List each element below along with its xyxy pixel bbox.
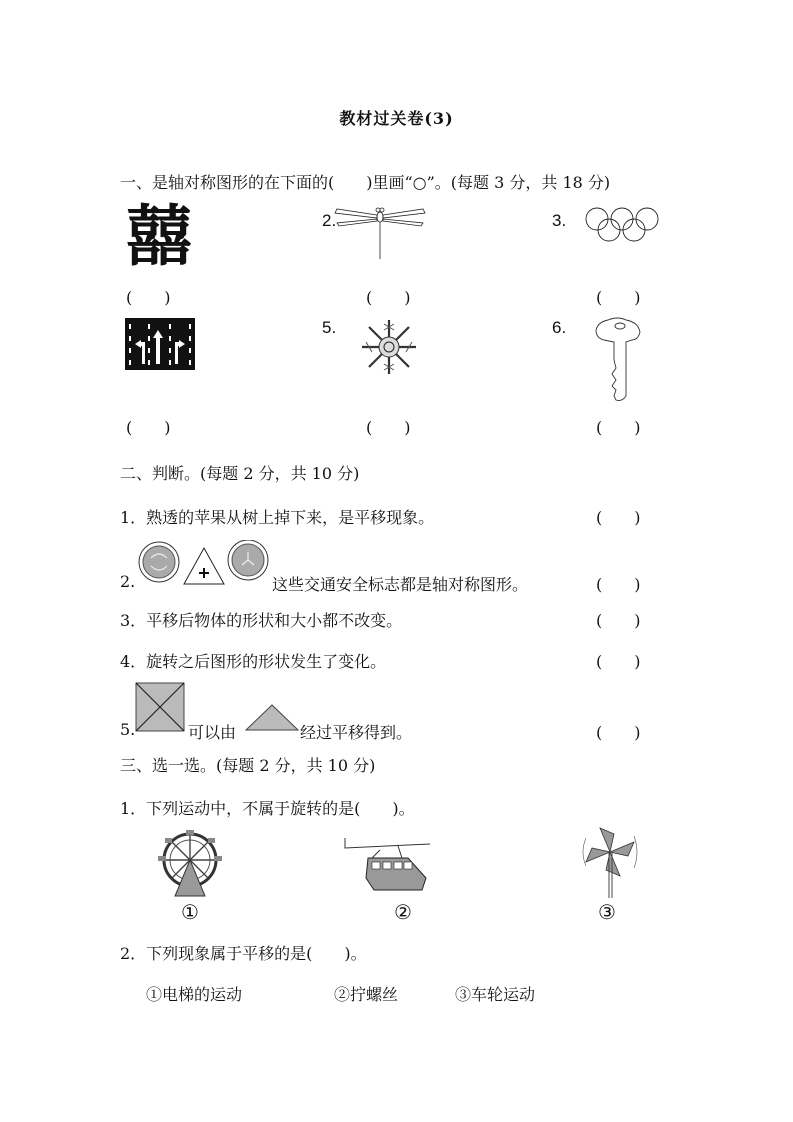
section2-heading: 二、判断。(每题 2 分，共 10 分): [120, 464, 360, 483]
choice-question-1: 1．下列运动中，不属于旋转的是( )。: [120, 799, 415, 818]
item-number: 5.: [120, 720, 136, 739]
option-label[interactable]: ③: [598, 900, 616, 924]
page-title: 教材过关卷(3): [339, 109, 454, 128]
lane-arrows-sign-icon: [125, 318, 195, 370]
section1-heading: 一、是轴对称图形的在下面的( )里画“○”。(每题 3 分，共 18 分): [120, 173, 611, 192]
answer-blank[interactable]: ( ): [126, 418, 171, 437]
item-number: 3.: [552, 211, 567, 230]
judge-item-3: 3．平移后物体的形状和大小都不改变。: [120, 611, 403, 630]
answer-blank[interactable]: ( ): [596, 508, 641, 527]
answer-blank[interactable]: ( ): [596, 723, 641, 742]
xi-character-figure: 囍: [126, 197, 192, 275]
answer-blank[interactable]: ( ): [366, 288, 411, 307]
choice-question-2: 2．下列现象属于平移的是( )。: [120, 944, 367, 963]
ferris-wheel-icon: [155, 830, 225, 900]
option-text[interactable]: ①电梯的运动: [146, 985, 243, 1004]
option-label[interactable]: ①: [181, 900, 199, 924]
answer-blank[interactable]: ( ): [596, 652, 641, 671]
square-with-diagonals-icon: [135, 682, 185, 732]
triangle-icon: [245, 703, 299, 731]
judge-item-2: 这些交通安全标志都是轴对称图形。: [272, 575, 529, 594]
option-text[interactable]: ②拧螺丝: [334, 985, 399, 1004]
olympic-rings-icon: [584, 205, 664, 245]
option-label[interactable]: ②: [394, 900, 412, 924]
snowflake-icon: [360, 318, 418, 376]
pinwheel-icon: [582, 826, 638, 898]
judge-item-4: 4．旋转之后图形的形状发生了变化。: [120, 652, 387, 671]
item-number: 2.: [322, 211, 337, 230]
dragonfly-icon: [327, 205, 432, 265]
answer-blank[interactable]: ( ): [596, 575, 641, 594]
judge-item-5b: 经过平移得到。: [300, 723, 413, 742]
judge-item-1: 1．熟透的苹果从树上掉下来，是平移现象。: [120, 508, 435, 527]
key-icon: [592, 316, 644, 404]
item-number: 5.: [322, 318, 337, 337]
answer-blank[interactable]: ( ): [366, 418, 411, 437]
judge-item-5a: 可以由: [188, 723, 237, 742]
option-text[interactable]: ③车轮运动: [455, 985, 536, 1004]
section3-heading: 三、选一选。(每题 2 分，共 10 分): [120, 756, 376, 775]
item-number: 6.: [552, 318, 567, 337]
answer-blank[interactable]: ( ): [596, 288, 641, 307]
traffic-signs-figure: [137, 540, 272, 586]
item-number: 2.: [120, 572, 136, 591]
answer-blank[interactable]: ( ): [126, 288, 171, 307]
answer-blank[interactable]: ( ): [596, 611, 641, 630]
answer-blank[interactable]: ( ): [596, 418, 641, 437]
cable-car-icon: [340, 838, 440, 898]
